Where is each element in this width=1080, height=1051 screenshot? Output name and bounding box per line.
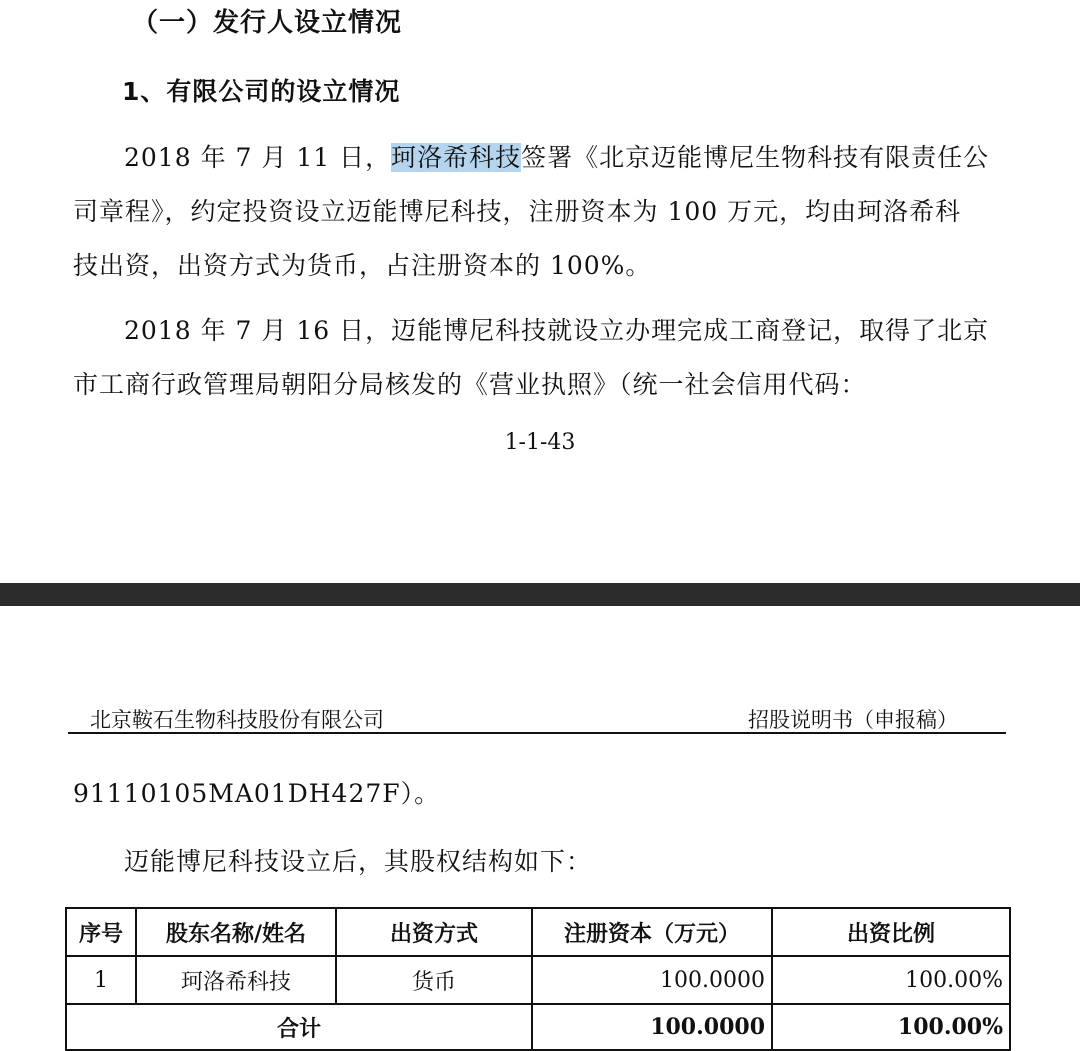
column-header: 出资方式 [336,908,532,956]
highlighted-text[interactable]: 珂洛希科技 [391,143,522,172]
equity-table [65,907,1011,1051]
column-header: 股东名称/姓名 [136,908,336,956]
subsection-heading: 1、有限公司的设立情况 [122,77,401,106]
paragraph-line: 司章程》，约定投资设立迈能博尼科技，注册资本为 100 万元，均由珂洛希科 [73,197,962,226]
table-cell: 100.00% [772,956,1010,1004]
column-header: 序号 [66,908,136,956]
paragraph-line: 市工商行政管理局朝阳分局核发的《营业执照》（统一社会信用代码： [73,370,867,399]
column-header: 注册资本（万元） [532,908,772,956]
table-row [66,956,1010,1004]
column-header: 出资比例 [772,908,1010,956]
section-heading: （一）发行人设立情况 [132,8,403,38]
table-cell: 珂洛希科技 [136,956,336,1004]
table-header-row [66,908,1010,956]
total-capital: 100.0000 [532,1004,772,1050]
paragraph-line: 迈能博尼科技设立后，其股权结构如下： [124,847,593,876]
paragraph-line [124,131,989,185]
total-label: 合计 [66,1004,532,1050]
paragraph-line: 2018 年 7 月 16 日，迈能博尼科技就设立办理完成工商登记，取得了北京 [124,316,990,345]
text-run: 2018 年 7 月 11 日， [124,143,392,172]
page-break-bar [0,583,1080,606]
paragraph-line: 技出资，出资方式为货币，占注册资本的 100%。 [73,251,652,280]
header-company: 北京鞍石生物科技股份有限公司 [90,708,384,732]
table-cell: 100.0000 [532,956,772,1004]
table-cell: 货币 [336,956,532,1004]
header-doc-type: 招股说明书（申报稿） [748,708,958,732]
paragraph-line: 91110105MA01DH427F）。 [73,779,441,808]
table-cell: 1 [66,956,136,1004]
page-number: 1-1-43 [504,430,576,455]
header-rule [68,732,1006,734]
text-run: 签署《北京迈能博尼生物科技有限责任公 [521,143,990,172]
table-total-row [66,1004,1010,1050]
total-ratio: 100.00% [772,1004,1010,1050]
